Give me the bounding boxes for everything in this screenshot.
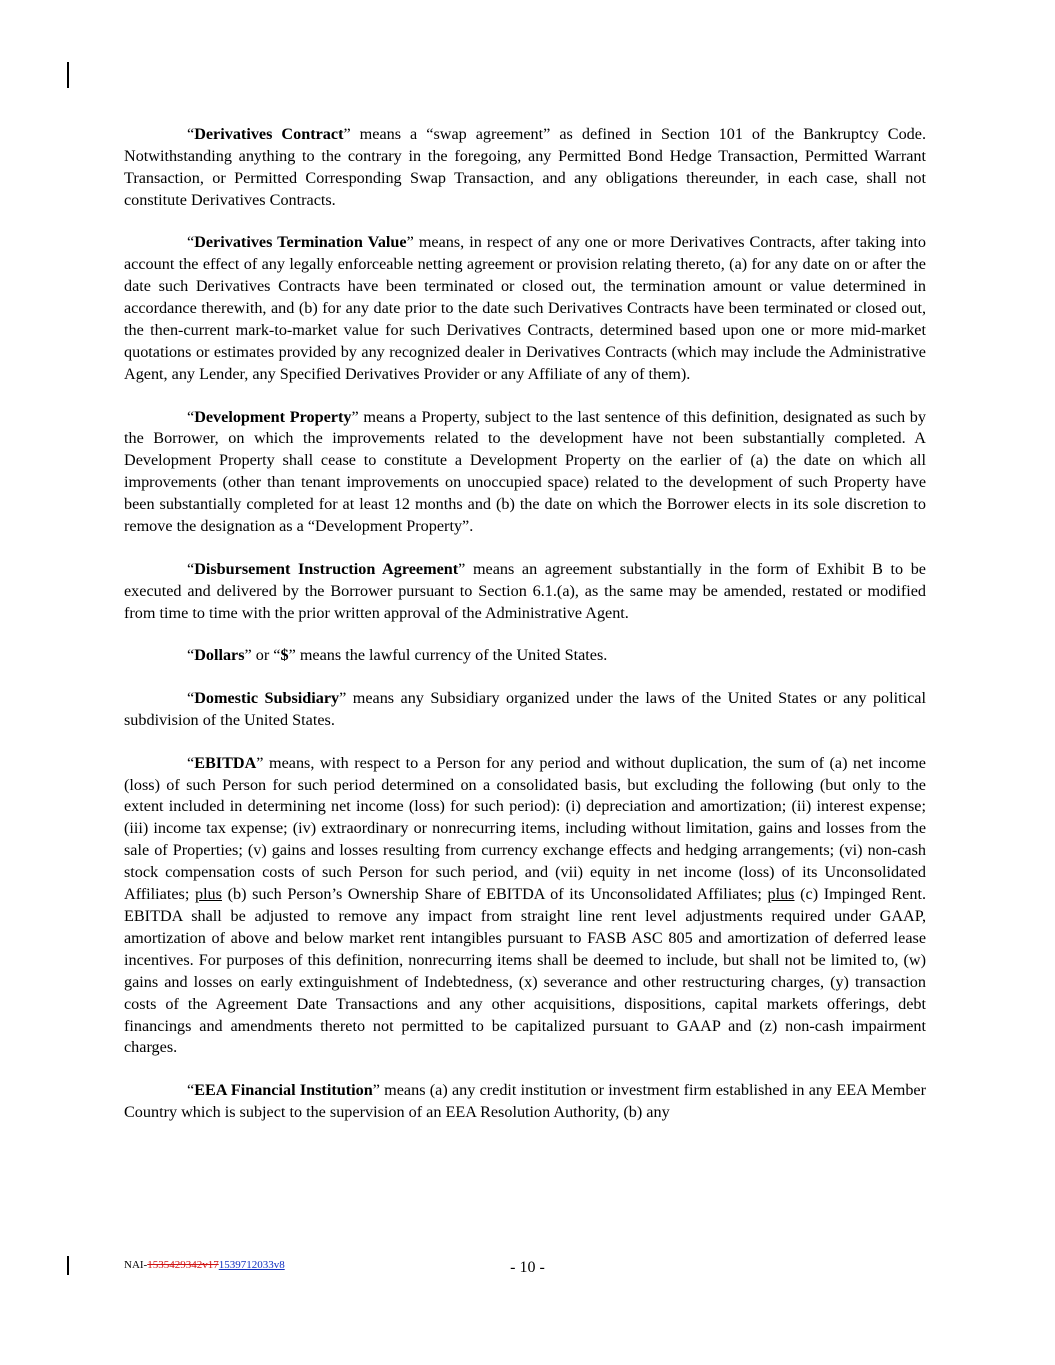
definition-eea-financial-institution	[124, 1080, 926, 1124]
definition-text: “	[187, 407, 195, 426]
definition-development-property	[124, 407, 926, 538]
defined-term: Derivatives Contract	[194, 125, 344, 143]
definition-text: ” or “	[244, 646, 281, 665]
defined-term: Development Property	[194, 407, 352, 426]
definition-domestic-subsidiary	[124, 688, 926, 732]
change-bar-top	[67, 62, 69, 88]
defined-term: EEA Financial Institution	[194, 1081, 373, 1100]
definition-ebitda	[124, 753, 926, 1060]
definition-text: “	[187, 559, 195, 578]
definition-text: (c) Impinged Rent. EBITDA shall be adjusted to remove any impact from straight line rent level adjustments required under GAAP, amortization of above and below market rent intangibles pursuant to FASB ASC 805 and amortization of deferred lease incentives. For purposes of this definition, nonrecurring items shall be deemed to include, but shall not be limited to, (w) gains and losses on early extinguishment of Indebtedness, (x) severance and other restructuring charges, (y) transaction costs of the Agreement Date Transactions and any other acquisitions, dispositions, capital markets offerings, debt financings and amendments thereto not permitted to be capitalized pursuant to GAAP and (z) non-cash impairment charges.	[124, 885, 926, 1057]
definition-derivatives-contract	[124, 124, 926, 212]
definition-text: ” means an agreement substantially in the form of Exhibit B to be executed and delivered by the Borrower pursuant to Section 6.1.(a), as the same may be amended, restated or modified from time to time with the prior written approval of the Administrative Agent.	[124, 559, 926, 622]
doc-id-deleted: 1535429342v17	[147, 1259, 219, 1271]
defined-term: Dollars	[194, 646, 245, 665]
definition-text: ” means the lawful currency of the United States.	[288, 646, 608, 665]
doc-id-inserted: 1539712033v8	[218, 1259, 285, 1271]
definition-disbursement-instruction-agreement	[124, 559, 926, 625]
underlined-text: plus	[767, 885, 795, 904]
document-body	[124, 124, 926, 1145]
defined-term: Domestic Subsidiary	[194, 689, 340, 708]
page-number: - 10 -	[510, 1259, 545, 1276]
defined-term: Derivatives Termination Value	[194, 233, 407, 252]
definition-dollars	[124, 645, 926, 667]
definition-text: ” means a Property, subject to the last sentence of this definition, designated as such by the Borrower, on which the improvements related to the development have not been substantially completed. A Development Property shall cease to constitute a Development Property on the earlier of (a) the date on which all improvements (other than tenant improvements on unoccupied space) related to the development of such Property have been substantially completed for at least 12 months and (b) the date on which the Borrower elects in its sole discretion to remove the designation as a “Development Property”.	[124, 407, 926, 536]
doc-id-prefix: NAI-	[124, 1259, 148, 1271]
definition-text: ” means (a) any credit institution or investment firm established in any EEA Member Country which is subject to the supervision of an EEA Resolution Authority, (b) any	[124, 1081, 926, 1122]
definition-text: “	[187, 646, 195, 665]
defined-term: EBITDA	[194, 753, 257, 772]
defined-term: $	[280, 646, 289, 665]
definition-derivatives-termination-value	[124, 232, 926, 385]
definition-text: ” means any Subsidiary organized under the laws of the United States or any political subdivision of the United States.	[124, 689, 926, 729]
definition-text: ” means, with respect to a Person for any period and without duplication, the sum of (a) net income (loss) of such Person for such period determined on a consolidated basis, but excluding the following (but only to the extent included in determining net income (loss) for such period): (i) depreciation and amortization; (ii) interest expense; (iii) income tax expense; (iv) extraordinary or nonrecurring items, including without limitation, gains and losses from the sale of Properties; (v) gains and losses resulting from currency exchange effects and hedging arrangements; (vi) non-cash stock compensation costs of such Person for such period, and (vii) equity in net income (loss) of its Unconsolidated Affiliates;	[124, 753, 926, 904]
definition-text: “	[187, 753, 195, 772]
definition-text: “	[187, 1081, 195, 1100]
definition-text: “	[187, 125, 195, 143]
underlined-text: plus	[194, 885, 222, 904]
definition-text: ” means, in respect of any one or more Derivatives Contracts, after taking into account the effect of any legally enforceable netting agreement or provision relating thereto, (a) for any date on or after the date such Derivatives Contracts have been terminated or closed out, the termination amount or value determined in accordance therewith, and (b) for any date prior to the date such Derivatives Contracts have been terminated or closed out, the then-current mark-to-market value for such Derivatives Contracts, determined based upon one or more mid-market quotations or estimates provided by any recognized dealer in Derivatives Contracts (which may include the Administrative Agent, any Lender, any Specified Derivatives Provider or any Affiliate of any of them).	[124, 233, 926, 383]
definition-text: (b) such Person’s Ownership Share of EBITDA of its Unconsolidated Affiliates;	[221, 885, 768, 904]
defined-term: Disbursement Instruction Agreement	[194, 559, 459, 578]
definition-text: “	[187, 233, 195, 252]
definition-text: “	[187, 689, 195, 708]
definition-text: ” means a “swap agreement” as defined in Section 101 of the Bankruptcy Code. Notwithstanding anything to the contrary in the foregoing, any Permitted Bond Hedge Transaction, Permitted Warrant Transaction, or Permitted Corresponding Swap Transaction, and any obligations thereunder, in each case, shall not constitute Derivatives Contracts.	[124, 125, 927, 209]
